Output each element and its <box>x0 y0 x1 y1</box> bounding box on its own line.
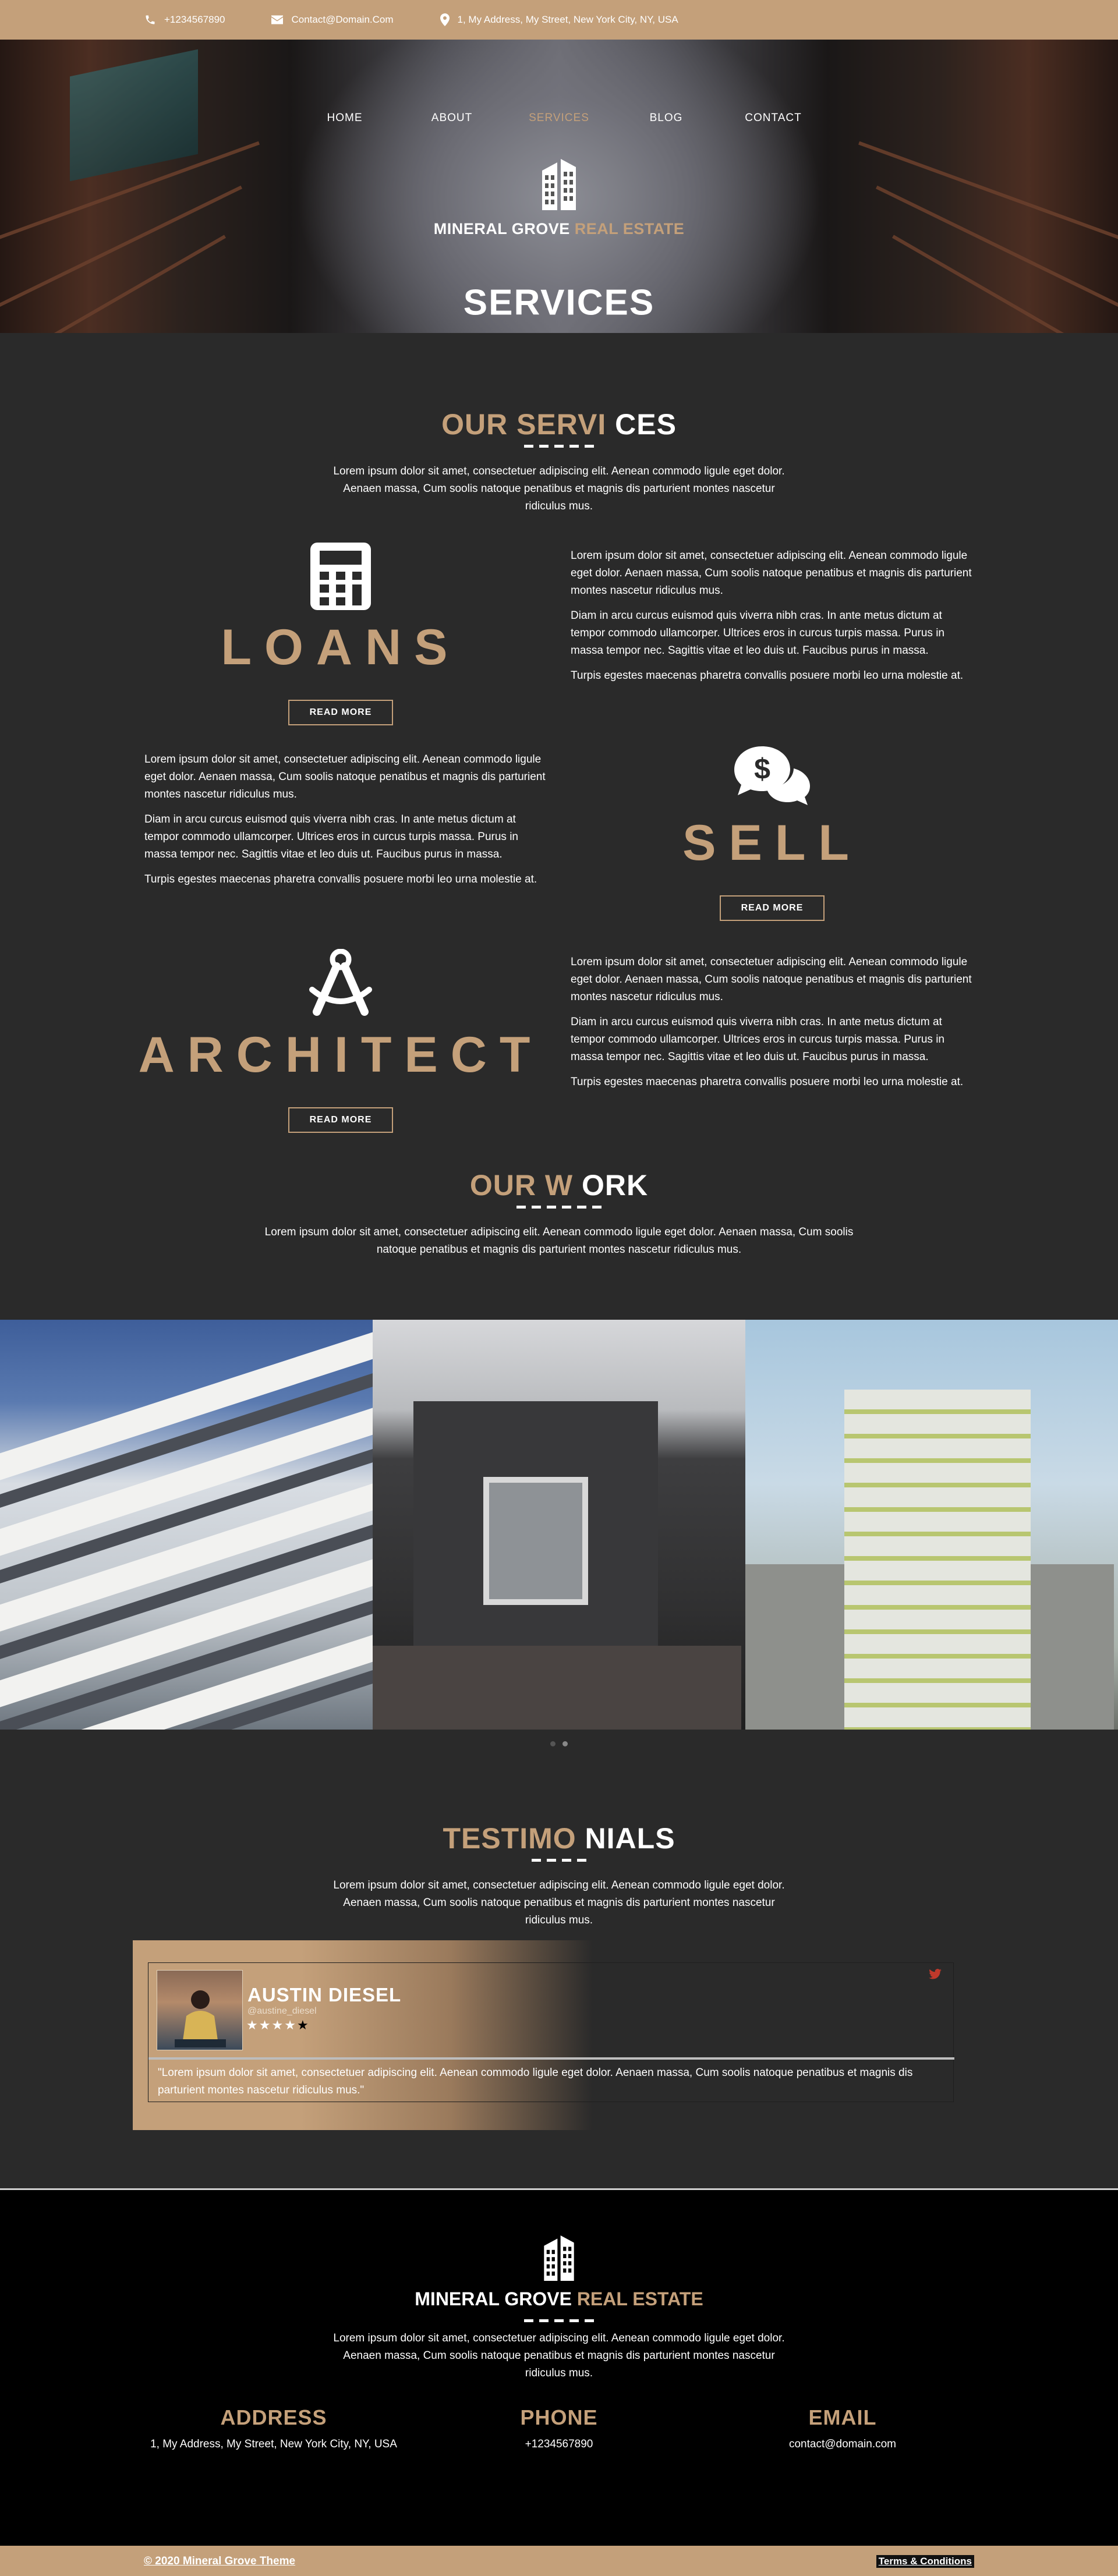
architect-paragraph: Lorem ipsum dolor sit amet, consectetuer adipiscing elit. Aenean commodo ligule eget dolor. Aenaen massa, Cum soolis natoque penatibus et magnis dis parturient montes nascetur ridiculus mus. <box>571 956 972 1003</box>
chat-dollar-icon <box>733 745 811 806</box>
footer-intro: Lorem ipsum dolor sit amet, consectetuer adipiscing elit. Aenean commodo ligule eget dolor. Aenaen massa, Cum soolis natoque penatibus et magnis dis parturient montes nascetur ridiculus mus. <box>333 2332 785 2379</box>
title-divider <box>0 445 1118 448</box>
gallery-image-stepped-building[interactable] <box>0 1320 373 1730</box>
service-loans <box>137 543 544 725</box>
work-title <box>0 1168 1118 1202</box>
service-loans-text <box>571 547 972 692</box>
footer-logo[interactable] <box>0 2235 1118 2310</box>
footer-phone-title: PHONE <box>520 2405 598 2429</box>
star-icon: ★ <box>271 2018 285 2032</box>
testimonials-title-accent: TESTIMO <box>443 1822 576 1855</box>
page-title: SERVICES <box>463 282 655 323</box>
star-icon: ★ <box>284 2018 297 2032</box>
service-sell-text <box>144 751 546 896</box>
brand-name-accent: REAL ESTATE <box>574 220 685 238</box>
brand-name-main: MINERAL GROVE <box>433 220 570 238</box>
copyright-link[interactable]: © 2020 Mineral Grove Theme <box>144 2555 296 2567</box>
loans-paragraph: Lorem ipsum dolor sit amet, consectetuer adipiscing elit. Aenean commodo ligule eget dolor. Aenaen massa, Cum soolis natoque penatibus et magnis dis parturient montes nascetur ridiculus mus. <box>571 550 972 597</box>
work-title-rest: ORK <box>573 1169 649 1202</box>
architect-paragraph: Diam in arcu curcus euismod quis viverra nibh cras. In ante metus dictum at tempor commodo ullamcorper. Ultrices eros in curcus turpis massa. Purus in massa tempor nec. Sagittis vitae et leo duis ut. Faucibus purus in massa. <box>571 1016 945 1063</box>
services-section <box>0 333 1118 1168</box>
star-rating <box>246 2018 310 2033</box>
twitter-icon[interactable] <box>929 1968 942 1983</box>
architect-paragraph: Turpis egestes maecenas pharetra convallis posuere morbi leo urna molestie at. <box>571 1076 964 1088</box>
bottom-bar <box>0 2546 1118 2576</box>
sell-read-more-button[interactable]: READ MORE <box>720 895 825 921</box>
brand-name <box>0 220 1118 238</box>
work-gallery <box>0 1320 1118 1730</box>
terms-link[interactable]: Terms & Conditions <box>876 2555 974 2568</box>
nav-about[interactable]: ABOUT <box>431 112 473 124</box>
footer-divider <box>0 2319 1118 2322</box>
testimonial-quote: "Lorem ipsum dolor sit amet, consectetuer adipiscing elit. Aenean commodo ligule eget dolor. Aenaen massa, Cum soolis natoque penatibus et magnis dis parturient montes nascetur ridiculus mus." <box>148 2057 954 2103</box>
footer-address-value: 1, My Address, My Street, New York City, NY, USA <box>150 2438 397 2450</box>
services-title <box>0 408 1118 441</box>
footer-address-title: ADDRESS <box>220 2405 327 2429</box>
footer-phone-value[interactable]: +1234567890 <box>525 2438 593 2450</box>
building-logo-icon <box>541 2235 577 2281</box>
service-architect-text <box>571 954 972 1099</box>
main-nav <box>0 112 1118 125</box>
loans-read-more-button[interactable]: READ MORE <box>288 700 394 725</box>
hero-banner <box>0 40 1118 333</box>
footer-brand-main: MINERAL GROVE <box>415 2288 572 2309</box>
service-word-architect: ARCHITECT <box>138 1027 543 1083</box>
avatar <box>157 1970 243 2050</box>
topbar-phone[interactable] <box>144 14 225 26</box>
compass-icon <box>306 949 375 1018</box>
testimonial-handle[interactable]: @austine_diesel <box>247 2006 317 2016</box>
testimonial-card <box>133 1940 969 2130</box>
services-intro: Lorem ipsum dolor sit amet, consectetuer adipiscing elit. Aenean commodo ligule eget dolor. Aenaen massa, Cum soolis natoque penatibus et magnis dis parturient montes nascetur ridiculus mus. <box>333 465 785 512</box>
envelope-icon <box>271 15 283 24</box>
phone-icon <box>144 14 156 26</box>
loans-paragraph: Turpis egestes maecenas pharetra convallis posuere morbi leo urna molestie at. <box>571 669 964 682</box>
nav-services[interactable]: SERVICES <box>529 112 589 124</box>
services-title-rest: CES <box>606 408 677 441</box>
star-icon: ★ <box>259 2018 272 2032</box>
footer-email-value[interactable]: contact@domain.com <box>788 2438 897 2450</box>
topbar-email-text: Contact@Domain.Com <box>291 14 394 25</box>
svg-text:$: $ <box>754 753 770 785</box>
star-empty-icon: ★ <box>296 2018 310 2032</box>
footer-brand-accent: REAL ESTATE <box>576 2288 703 2309</box>
gallery-image-tower[interactable] <box>745 1320 1118 1730</box>
building-logo-icon <box>539 159 579 210</box>
topbar-phone-text: +1234567890 <box>164 14 225 25</box>
calculator-icon <box>310 543 371 610</box>
testimonial-inner <box>148 1962 954 2102</box>
loans-paragraph: Diam in arcu curcus euismod quis viverra nibh cras. In ante metus dictum at tempor commodo ullamcorper. Ultrices eros in curcus turpis massa. Purus in massa tempor nec. Sagittis vitae et leo duis ut. Faucibus purus in massa. <box>571 610 945 657</box>
service-word-loans: LOANS <box>221 619 461 675</box>
site-logo[interactable] <box>0 159 1118 238</box>
footer-brand-name <box>0 2288 1118 2310</box>
topbar-address-text: 1, My Address, My Street, New York City, NY, USA <box>457 14 678 25</box>
testimonials-section <box>0 1734 1118 2188</box>
site-footer <box>0 2188 1118 2546</box>
sell-paragraph: Diam in arcu curcus euismod quis viverra nibh cras. In ante metus dictum at tempor commodo ullamcorper. Ultrices eros in curcus turpis massa. Purus in massa tempor nec. Sagittis vitae et leo duis ut. Faucibus purus in massa. <box>144 813 519 860</box>
title-divider <box>0 1206 1118 1209</box>
service-architect <box>137 949 544 1133</box>
footer-email-title: EMAIL <box>808 2405 877 2429</box>
nav-blog[interactable]: BLOG <box>649 112 683 124</box>
sell-paragraph: Lorem ipsum dolor sit amet, consectetuer adipiscing elit. Aenean commodo ligule eget dolor. Aenaen massa, Cum soolis natoque penatibus et magnis dis parturient montes nascetur ridiculus mus. <box>144 753 546 800</box>
title-divider <box>0 1859 1118 1862</box>
architect-read-more-button[interactable]: READ MORE <box>288 1107 394 1133</box>
testimonials-intro: Lorem ipsum dolor sit amet, consectetuer adipiscing elit. Aenean commodo ligule eget dolor. Aenaen massa, Cum soolis natoque penatibus et magnis dis parturient montes nascetur ridiculus mus. <box>333 1879 785 1926</box>
service-sell <box>568 745 976 921</box>
nav-contact[interactable]: CONTACT <box>745 112 802 124</box>
footer-email <box>668 2405 1017 2451</box>
work-section <box>0 1168 1118 1734</box>
sell-paragraph: Turpis egestes maecenas pharetra convallis posuere morbi leo urna molestie at. <box>144 873 537 885</box>
star-icon: ★ <box>246 2018 259 2032</box>
work-title-accent: OUR W <box>469 1169 574 1202</box>
work-intro: Lorem ipsum dolor sit amet, consectetuer adipiscing elit. Aenean commodo ligule eget dolor. Aenaen massa, Cum soolis natoque penatibus et magnis dis parturient montes nascetur ridiculus mus. <box>264 1226 854 1256</box>
testimonials-title <box>0 1822 1118 1855</box>
testimonials-title-rest: NIALS <box>576 1822 675 1855</box>
nav-home[interactable]: HOME <box>327 112 363 124</box>
gallery-image-brick-house[interactable] <box>373 1320 745 1730</box>
person-photo-icon <box>157 1971 243 2051</box>
top-contact-bar <box>0 0 1118 40</box>
map-pin-icon <box>440 13 450 26</box>
service-word-sell: SELL <box>682 815 862 871</box>
topbar-address <box>440 13 678 26</box>
testimonial-name: AUSTIN DIESEL <box>247 1984 402 2005</box>
services-title-accent: OUR SERVI <box>441 408 607 441</box>
topbar-email[interactable] <box>271 14 393 26</box>
